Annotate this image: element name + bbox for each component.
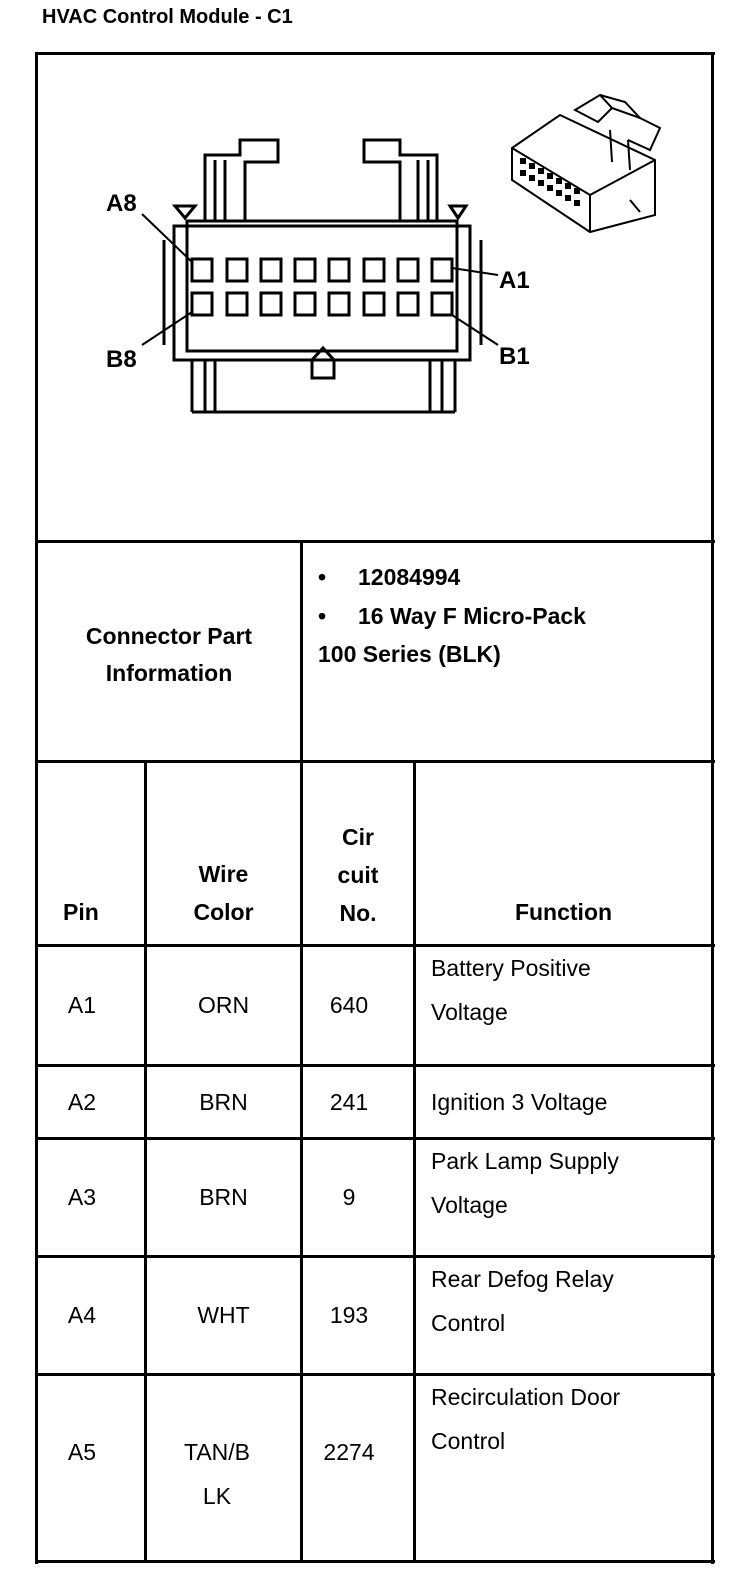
- table-row-pin: A2: [67, 1088, 97, 1115]
- header-wire-line1: Wire: [198, 861, 249, 887]
- pin-row-a: [192, 259, 452, 281]
- function-line2: Voltage: [431, 998, 508, 1025]
- table-row-pin: A4: [67, 1302, 97, 1329]
- divider-partinfo-vertical: [300, 540, 303, 762]
- wire-color-line2: LK: [202, 1483, 232, 1509]
- function-line2: Control: [431, 1427, 506, 1454]
- table-row-function: Ignition 3 Voltage: [431, 1088, 608, 1115]
- table-row-function: [431, 1258, 709, 1373]
- connector-3d-view: [512, 95, 660, 232]
- function-line1: Rear Defog Relay: [431, 1266, 614, 1292]
- connector-info-bullet-2: [318, 597, 586, 636]
- connector-info-details: [318, 558, 586, 674]
- bullet-icon: •: [318, 602, 327, 629]
- connector-body: [187, 221, 457, 351]
- table-row-wire-color: WHT: [197, 1302, 250, 1329]
- connector-info-label-line2: Information: [105, 660, 233, 686]
- table-row-wire-color: BRN: [199, 1184, 248, 1211]
- header-function: Function: [514, 899, 613, 925]
- header-pin: Pin: [63, 899, 99, 925]
- frame-right-border: [711, 52, 714, 1564]
- function-line2: Voltage: [431, 1191, 508, 1218]
- table-row-pin: A3: [67, 1184, 97, 1211]
- part-number: 12084994: [358, 564, 461, 590]
- table-row-circuit: 241: [329, 1088, 369, 1115]
- function-line1: Recirculation Door: [431, 1384, 621, 1410]
- function-line1: Park Lamp Supply: [431, 1148, 619, 1174]
- function-line2: Control: [431, 1309, 506, 1336]
- header-circuit-line3: No.: [339, 900, 377, 927]
- table-row-wire-color: ORN: [197, 992, 250, 1019]
- connector-series: 100 Series (BLK): [318, 641, 501, 668]
- table-row-circuit: 193: [329, 1302, 369, 1329]
- divider-partinfo-bottom: [35, 760, 715, 763]
- table-row-circuit: 640: [329, 992, 369, 1019]
- connector-info-bullet-1: [318, 558, 586, 597]
- table-row-function: [431, 947, 709, 1064]
- divider-image-bottom: [35, 540, 715, 543]
- table-row-function: [431, 1140, 709, 1255]
- wire-color-line1: TAN/B: [183, 1439, 251, 1466]
- label-b1: B1: [499, 343, 530, 370]
- table-row-pin: A5: [67, 1438, 97, 1465]
- connector-outer-body: [174, 226, 470, 360]
- divider-col-circuit: [413, 760, 416, 1562]
- connector-info-label-line1: Connector Part: [85, 623, 253, 650]
- function-line1: Battery Positive: [431, 955, 591, 981]
- label-a8: A8: [106, 190, 137, 217]
- label-b8: B8: [106, 346, 137, 373]
- table-row-circuit: 9: [342, 1184, 356, 1211]
- left-side-marker: [175, 206, 195, 218]
- header-circuit-line2: cuit: [337, 862, 379, 889]
- page-title: HVAC Control Module - C1: [42, 6, 293, 28]
- header-circuit-no: [303, 818, 413, 933]
- label-a1: A1: [499, 267, 530, 294]
- table-row-wire-color: [147, 1415, 287, 1535]
- header-wire-line2: Color: [193, 899, 254, 926]
- right-side-marker: [450, 206, 466, 218]
- frame-bottom-border: [35, 1560, 715, 1563]
- header-wire-color: [147, 855, 300, 931]
- table-row-pin: A1: [67, 992, 97, 1019]
- right-latch: [364, 140, 437, 221]
- bullet-icon: •: [318, 564, 327, 590]
- header-circuit-line1: Cir: [342, 824, 374, 850]
- connector-type: 16 Way F Micro-Pack: [358, 602, 586, 629]
- table-row-wire-color: BRN: [199, 1088, 248, 1115]
- table-row-function: [431, 1376, 709, 1516]
- connector-info-label: [38, 610, 300, 700]
- table-row-circuit: 2274: [323, 1438, 375, 1465]
- pin-row-b: [192, 293, 452, 315]
- connector-diagram: [35, 52, 711, 540]
